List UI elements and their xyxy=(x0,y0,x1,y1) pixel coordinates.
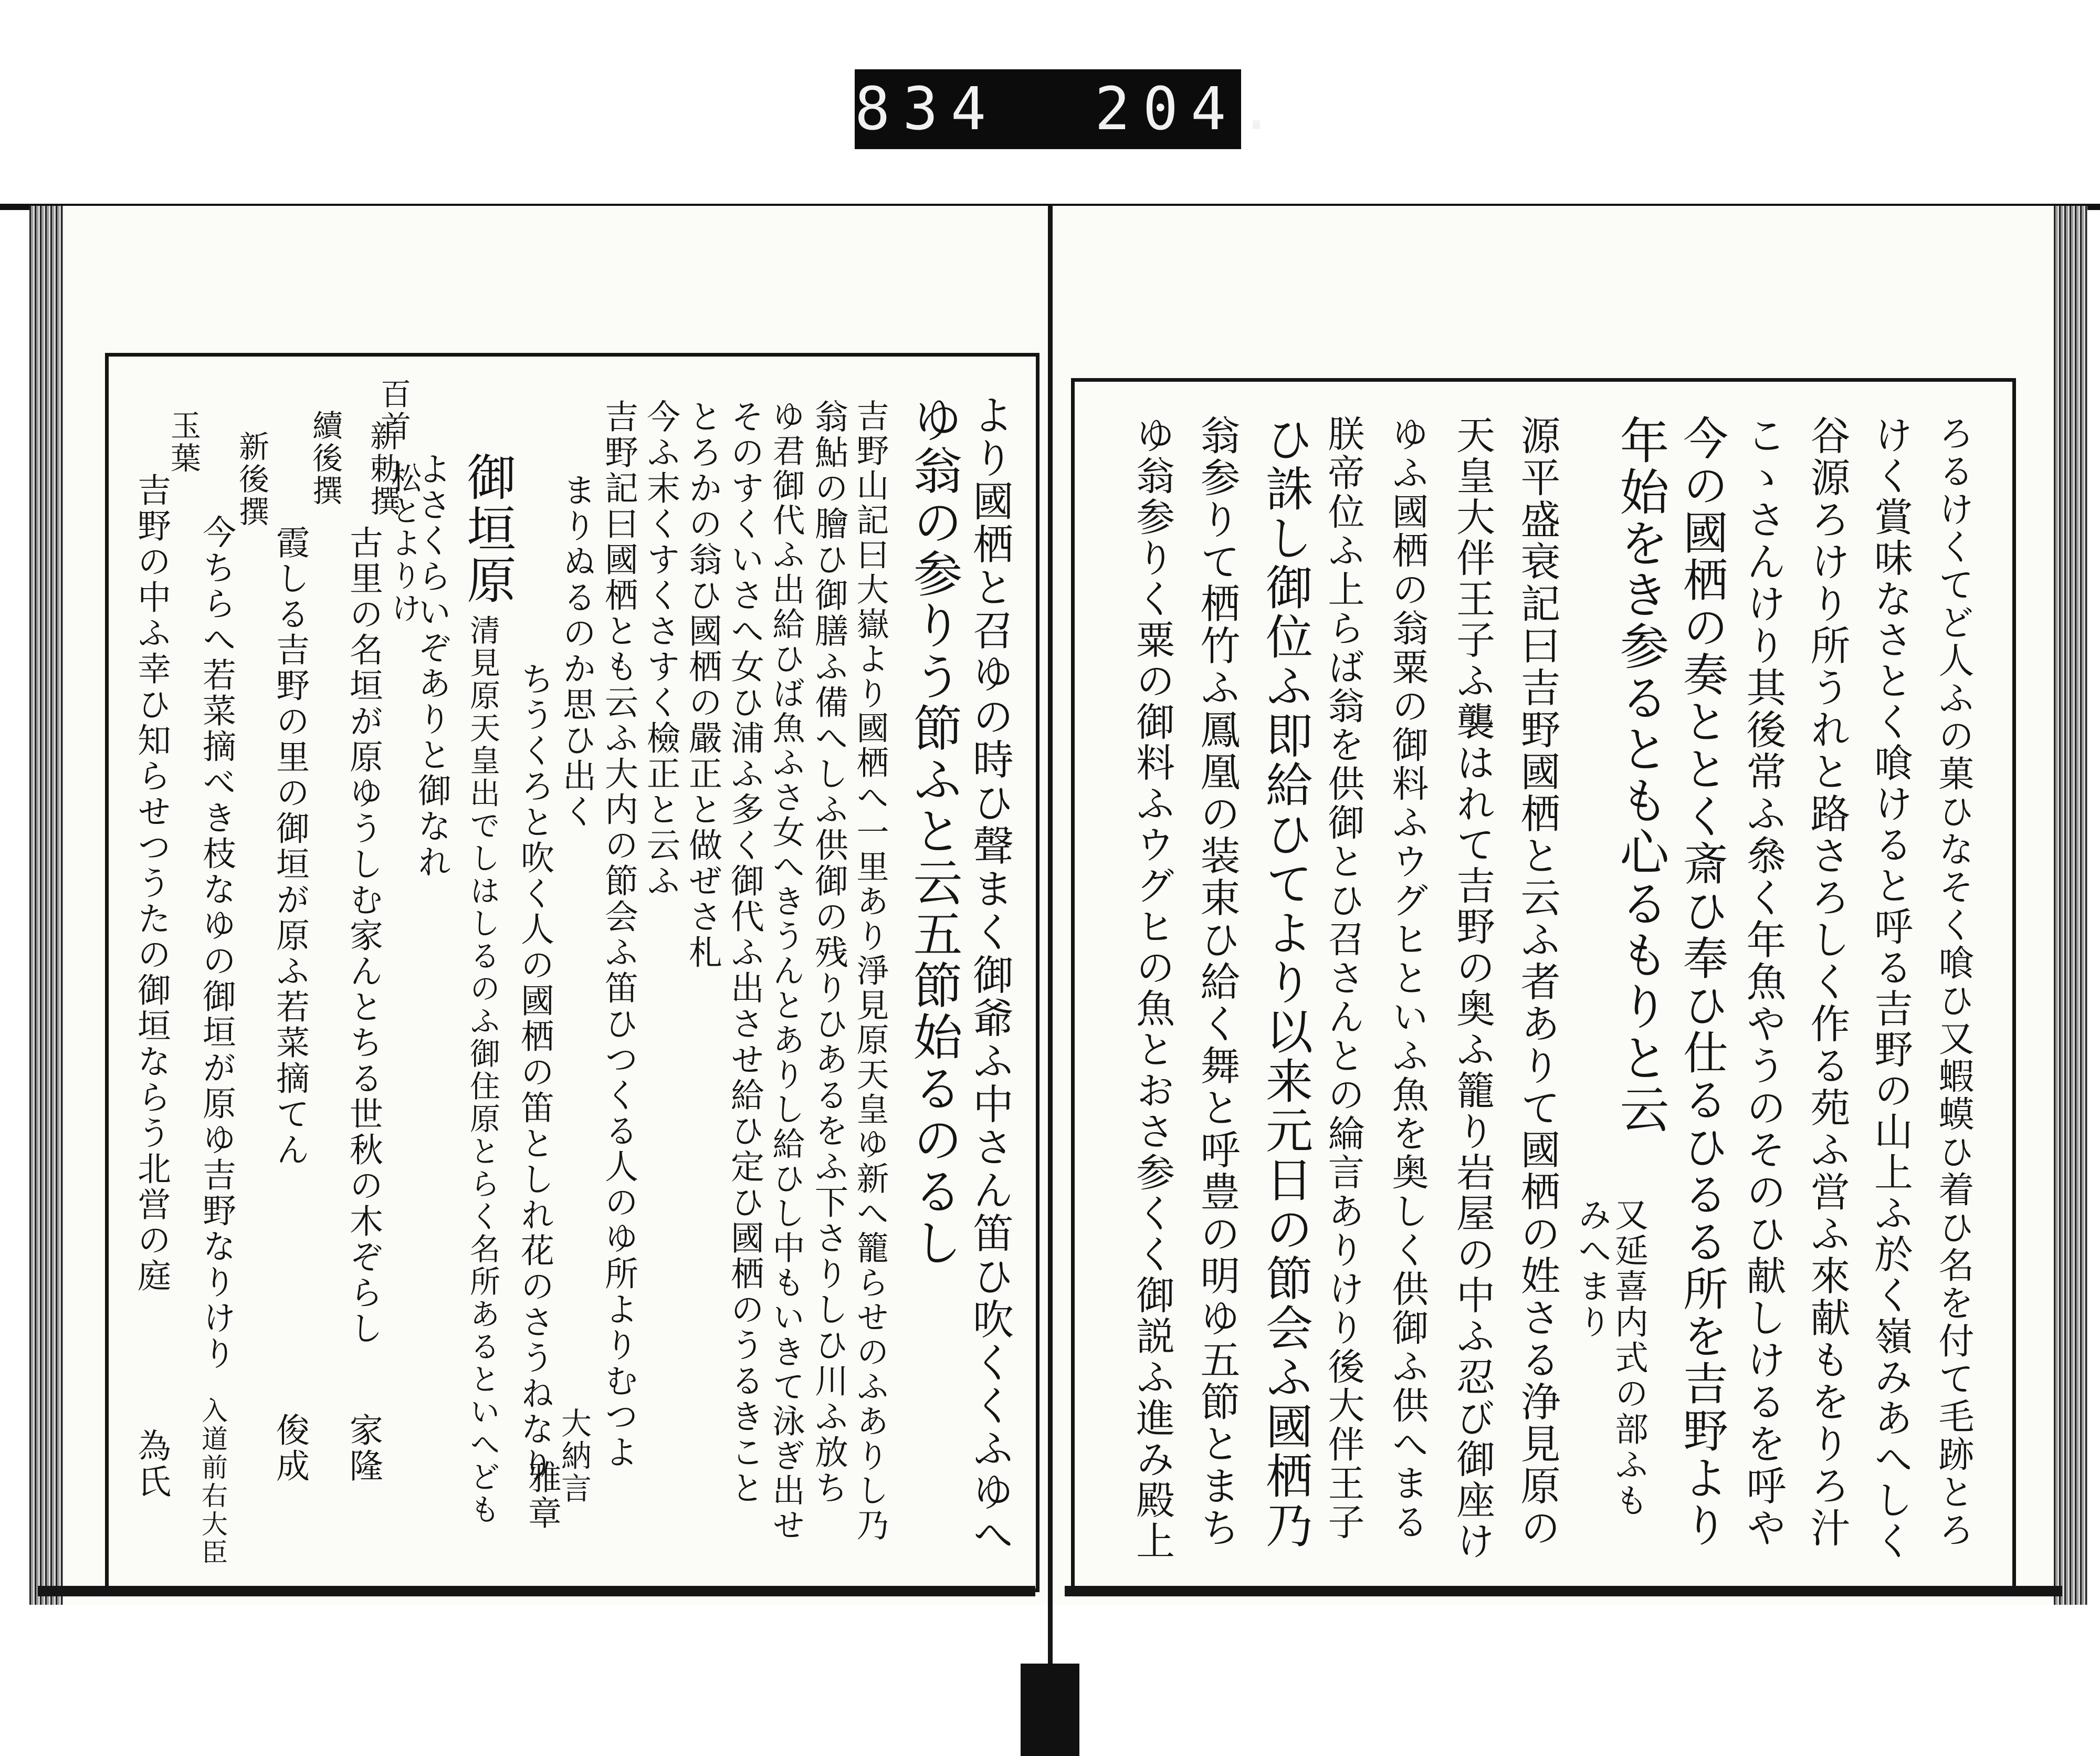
poem: ちうくろと吹く人の國栖の笛としれ花のさうねなり xyxy=(515,662,554,1483)
source-shin-chokusen: 新勅撰 xyxy=(365,420,401,518)
left-column: ゆ翁の参りう節ふと云五節始るのるし xyxy=(905,394,962,1269)
poem-author-title: 大納言 xyxy=(556,1407,592,1505)
page-edge-left xyxy=(29,206,63,1605)
poem-note: 清見原天皇出でしはしるのふ御住原とらく名所あるといへども xyxy=(465,614,500,1526)
left-column: 吉野記曰國栖とも云ふ大内の節会ふ笛ひつくる人のゆ所よりむつよ xyxy=(599,399,638,1470)
poem: 霞しる吉野の里の御垣が原ふ若菜摘てん xyxy=(270,525,309,1168)
poem-author-title: 入道前右大臣 xyxy=(197,1397,228,1567)
poem: よさくらいぞありと御なれ xyxy=(412,452,451,880)
right-column: ろるけくてど人ふの菓ひなそく喰ひ又蝦蟆ひ着ひ名を付て毛跡とろ xyxy=(1933,415,1974,1549)
left-column: そのすくいさへ女ひ浦ふ多く御代ふ出させ給ひ定ひ國栖のうるきこと xyxy=(725,399,764,1506)
poem-author: 雅章 xyxy=(522,1460,561,1531)
left-column: ゆ君御代ふ出給ひば魚ふさ女へきうんとありし給ひし中もいきて泳ぎ出せ xyxy=(767,399,805,1543)
gutter-line xyxy=(1048,206,1053,1729)
poem: 今ちらへ若菜摘べき枝なゆの御垣が原ゆ吉野なりけり xyxy=(197,515,236,1372)
source-gyokuyo: 玉葉 xyxy=(165,410,201,475)
poem: 古里の名垣が原ゆうしむ家んとちる世秋の木ぞらし xyxy=(344,525,383,1346)
poem-author: 家隆 xyxy=(344,1413,383,1484)
right-column: こゝさんけり其後常ふ叅く年魚やうのそのひ献しけるを呼や xyxy=(1740,415,1787,1549)
right-column: ゆ翁参りく粟の御料ふウグヒの魚とおさ参くく御説ふ進み殿上 xyxy=(1130,415,1175,1562)
poem-author: 為氏 xyxy=(132,1428,171,1500)
left-column: 今ふ末くすくさすく檢正と云ふ xyxy=(641,399,680,899)
poem-heading: 御垣原 xyxy=(458,452,516,606)
bottom-band-right xyxy=(1065,1586,2062,1596)
left-column: 吉野山記曰大嶽より國栖へ一里あり淨見原天皇ゆ新へ籠らせのふありし乃 xyxy=(851,399,889,1543)
gutter-block xyxy=(1021,1664,1079,1756)
note-engi-shiki: 又延喜内式の部ふも xyxy=(1609,1197,1648,1519)
right-column: 朕帝位ふ上らば翁を供御とひ召さんとの綸言ありけり後大伴王子 xyxy=(1322,415,1365,1542)
right-column: ひ誅し御位ふ即給ひてより以来元日の節会ふ國栖乃 xyxy=(1257,415,1312,1550)
right-column: 天皇大伴王子ふ襲はれて吉野の奥ふ籠り岩屋の中ふ忍び御座け xyxy=(1450,415,1495,1562)
source-matsu-yori: 松とよりけ xyxy=(386,462,422,625)
catalog-label: 834 204. xyxy=(855,69,1241,149)
left-column: より國栖と召ゆの時ひ聲まく御爺ふ中さん笛ひ吹くくふゆへ xyxy=(966,394,1013,1556)
poem: 吉野の中ふ幸ひ知らせつうたの御垣ならう北営の庭 xyxy=(132,473,171,1294)
left-column: とろかの翁ひ國栖の嚴正と做ぜさ札 xyxy=(683,399,722,970)
right-column: 年始をき参るとも心るもりと云 xyxy=(1611,415,1668,1135)
source-shoku-go-sen: 續後撰 xyxy=(307,410,343,507)
bottom-band-left xyxy=(38,1586,1035,1596)
right-column: けく賞味なさとく喰けると呼る吉野の山上ふ於く嶺みあへしく xyxy=(1868,415,1913,1562)
poem-author: 俊成 xyxy=(270,1413,309,1484)
right-column: 源平盛衰記曰吉野國栖と云ふ者ありて國栖の姓さる浄見原の xyxy=(1514,415,1561,1549)
note-mieru: みへまり xyxy=(1572,1197,1611,1340)
right-column: 今の國栖の奏ととく斎ひ奉ひ仕るひるる所を吉野より xyxy=(1675,415,1728,1549)
right-column: 谷源ろけり所うれと路さろしく作る苑ふ営ふ來献もをりろ汁 xyxy=(1804,415,1851,1549)
right-column: ゆふ國栖の翁粟の御料ふウグヒといふ魚を奥しく供御ふ供へまる xyxy=(1386,415,1429,1542)
page-edge-right xyxy=(2054,206,2087,1605)
left-column: 翁鮎の膾ひ御膳ふ備へしふ供御の残りひあるをふ下さりしひ川ふ放ち xyxy=(809,399,848,1506)
source-shin-go-sen: 新後撰 xyxy=(234,431,269,528)
right-column: 翁参りて栖竹ふ鳳凰の装束ひ給く舞と呼豊の明ゆ五節とまち xyxy=(1194,415,1241,1549)
left-column: まりぬるのか思ひ出く xyxy=(557,473,596,830)
source-hyakushu: 百首 xyxy=(375,378,411,443)
